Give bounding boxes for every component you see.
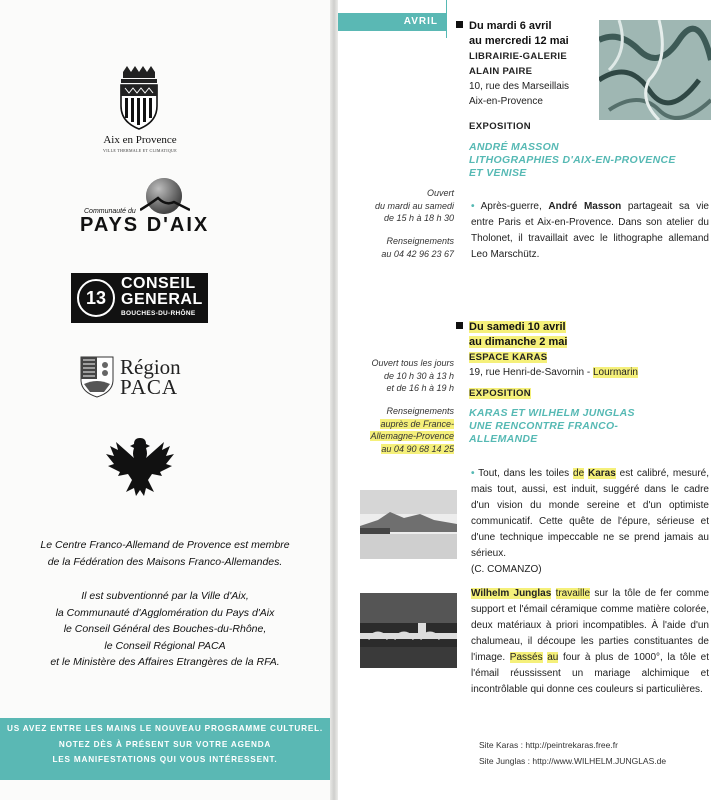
event2-hours-line2: de 10 h 30 à 13 h (383, 370, 454, 381)
event1-title-line: ANDRÉ MASSON (469, 141, 559, 153)
event1-hours-line1: du mardi au samedi (374, 200, 454, 211)
left-page (0, 0, 332, 800)
event2-date-line1: Du samedi 10 avril (469, 321, 566, 333)
event1-hours-label: Ouvert (426, 188, 454, 198)
event1-title (469, 141, 676, 180)
event2-info-line1: auprès de France- (380, 418, 454, 429)
event2-para2-end: four à plus de 1000°, la tôle et l'émail réussissent un mariage alchimique et incontrôlable qui donne ces couleurs si particulières. (471, 652, 709, 695)
conseil-line2: GENERAL (121, 291, 203, 308)
event1-info-phone: au 04 42 96 23 67 (381, 248, 454, 259)
event1-desc-before: Après-guerre, (480, 201, 542, 212)
site-junglas-url[interactable]: http://www.WILHELM.JUNGLAS.de (532, 756, 667, 766)
site-junglas-label: Site Junglas : (479, 756, 533, 766)
event2-venue: ESPACE KARAS (469, 352, 548, 363)
conseil-line1: CONSEIL (121, 275, 196, 292)
program-banner (0, 718, 330, 780)
aix-subtitle: VILLE THERMALE ET CLIMATIQUE (103, 148, 177, 153)
event2-para2-mid: sur la tôle de fer comme support et l'émail céramique comme matière colorée, deux matériaux à priori incompatibles. À l'aide d'un chalumeau, il découpe les parties constituantes de l'image. (471, 588, 709, 663)
membership-line: Le Centre Franco-Allemand de Provence est membre (40, 539, 290, 551)
event1-address-line2: Aix-en-Provence (469, 96, 543, 107)
membership-text (0, 537, 330, 570)
banner-line: US AVEZ ENTRE LES MAINS LE NOUVEAU PROGRAMME CULTUREL. (7, 724, 323, 733)
bullet-dot-icon: • (471, 468, 475, 479)
event2-paragraph2 (471, 586, 709, 698)
event2-title-line: UNE RENCONTRE FRANCO- (469, 420, 619, 432)
junglas-artwork-image (360, 593, 457, 668)
subsidy-text (0, 588, 330, 671)
event1-description (471, 199, 709, 263)
conseil-13-badge-icon: 13 (77, 279, 115, 317)
event2-title-line: KARAS ET WILHELM JUNGLAS (469, 407, 635, 419)
pays-aix-line2: PAYS D'AIX (80, 214, 210, 236)
event2-title-line: ALLEMANDE (469, 433, 538, 445)
event1-info-label: Renseignements (386, 236, 454, 246)
site-junglas (479, 753, 666, 769)
subsidy-line: Il est subventionné par la Ville d'Aix, (81, 590, 249, 602)
region-line2: PACA (120, 375, 179, 399)
event2-title (469, 407, 635, 446)
conseil-general-logo (71, 273, 208, 323)
event2-type (469, 388, 531, 399)
event2-para1-name: Karas (587, 468, 616, 479)
site-karas-label: Site Karas : (479, 740, 526, 750)
event1-header (456, 19, 569, 109)
site-karas (479, 737, 618, 753)
event2-info-phone: au 04 90 68 14 25 (381, 443, 454, 454)
subsidy-line: la Communauté d'Agglomération du Pays d'Aix (55, 606, 275, 619)
event1-desc-after: partageait sa vie entre Paris et Aix-en-Provence. Dans son atelier du Tholonet, il travaillait avec le lithographe allemand Leo Marschütz. (471, 201, 709, 260)
bullet-square-icon (456, 21, 463, 28)
event2-para1-de: de (573, 468, 585, 479)
region-line1: Région (120, 355, 181, 379)
event2-info (336, 405, 454, 455)
pays-aix-line1: Communauté du (84, 208, 136, 215)
bullet-square-icon (456, 322, 463, 329)
event2-para2-au: au (547, 652, 559, 663)
event2-address-town: Lourmarin (592, 367, 638, 378)
event1-type: EXPOSITION (469, 121, 532, 132)
event1-date-line2: au mercredi 12 mai (469, 35, 569, 47)
event2-hours (336, 357, 454, 395)
subsidy-line: et le Ministère des Affaires Etrangères de la RFA. (50, 656, 280, 668)
banner-line: NOTEZ DÈS À PRÉSENT SUR VOTRE AGENDA (58, 739, 272, 749)
event1-title-line: ET VENISE (469, 167, 527, 179)
event1-address-line1: 10, rue des Marseillais (469, 81, 570, 92)
event1-hours-line2: de 15 h à 18 h 30 (383, 213, 454, 223)
event2-para1-before: Tout, dans les toiles (478, 468, 570, 479)
event1-venue-line1: LIBRAIRIE-GALERIE (469, 51, 567, 62)
event1-title-line: LITHOGRAPHIES D'AIX-EN-PROVENCE (469, 154, 676, 166)
month-divider (446, 0, 447, 38)
event2-para2-passes: Passés (509, 652, 543, 663)
karas-painting-image (360, 490, 457, 559)
site-karas-url[interactable]: http://peintrekaras.free.fr (525, 740, 618, 750)
event1-venue-line2: ALAIN PAIRE (469, 66, 533, 77)
event1-date-line1: Du mardi 6 avril (469, 20, 552, 32)
event2-address: 19, rue Henri-de-Savornin - (469, 367, 593, 378)
event2-paragraph1 (471, 466, 709, 578)
event2-quote: (C. COMANZO) (471, 564, 542, 575)
page-fold (330, 0, 338, 800)
event2-para2-highlight: travaille (555, 588, 591, 599)
event2-date-line2: au dimanche 2 mai (469, 336, 568, 348)
event2-info-line2: Allemagne-Provence (370, 431, 454, 441)
event2-info-label: Renseignements (386, 406, 454, 416)
region-paca-crest-icon (80, 356, 114, 398)
aix-name: Aix en Provence (103, 134, 177, 146)
bullet-dot-icon: • (471, 201, 475, 212)
masson-lithograph-image (599, 20, 711, 120)
event2-para1-after: est calibré, mesuré, mais tout, aussi, est induit, suggéré dans le cadre d'un vision du monde sereine et d'un optimiste communicatif. Cette quête de l'épure, sérieuse et d'une technique impeccable ne se prend jamais au sérieux. (471, 468, 710, 559)
event2-hours-line3: et de 16 h à 19 h (386, 383, 454, 393)
event2-para2-name: Wilhelm Junglas (471, 588, 552, 599)
event2-type-label: EXPOSITION (469, 388, 532, 399)
subsidy-line: le Conseil Régional PACA (104, 639, 226, 652)
german-eagle-icon (104, 432, 176, 504)
month-tab: AVRIL (338, 13, 446, 31)
event1-desc-name: André Masson (548, 201, 622, 212)
subsidy-line: le Conseil Général des Bouches-du-Rhône, (63, 623, 267, 635)
event2-header (456, 320, 638, 380)
aix-coat-of-arms-icon (117, 66, 161, 130)
event2-hours-line1: Ouvert tous les jours (371, 358, 454, 368)
event1-hours (336, 187, 454, 225)
membership-line: de la Fédération des Maisons Franco-Allemandes. (47, 555, 283, 568)
conseil-line3: BOUCHES-DU-RHÔNE (121, 310, 196, 317)
banner-line: LES MANIFESTATIONS QUI VOUS INTÉRESSENT. (52, 755, 278, 764)
event1-info (336, 235, 454, 260)
